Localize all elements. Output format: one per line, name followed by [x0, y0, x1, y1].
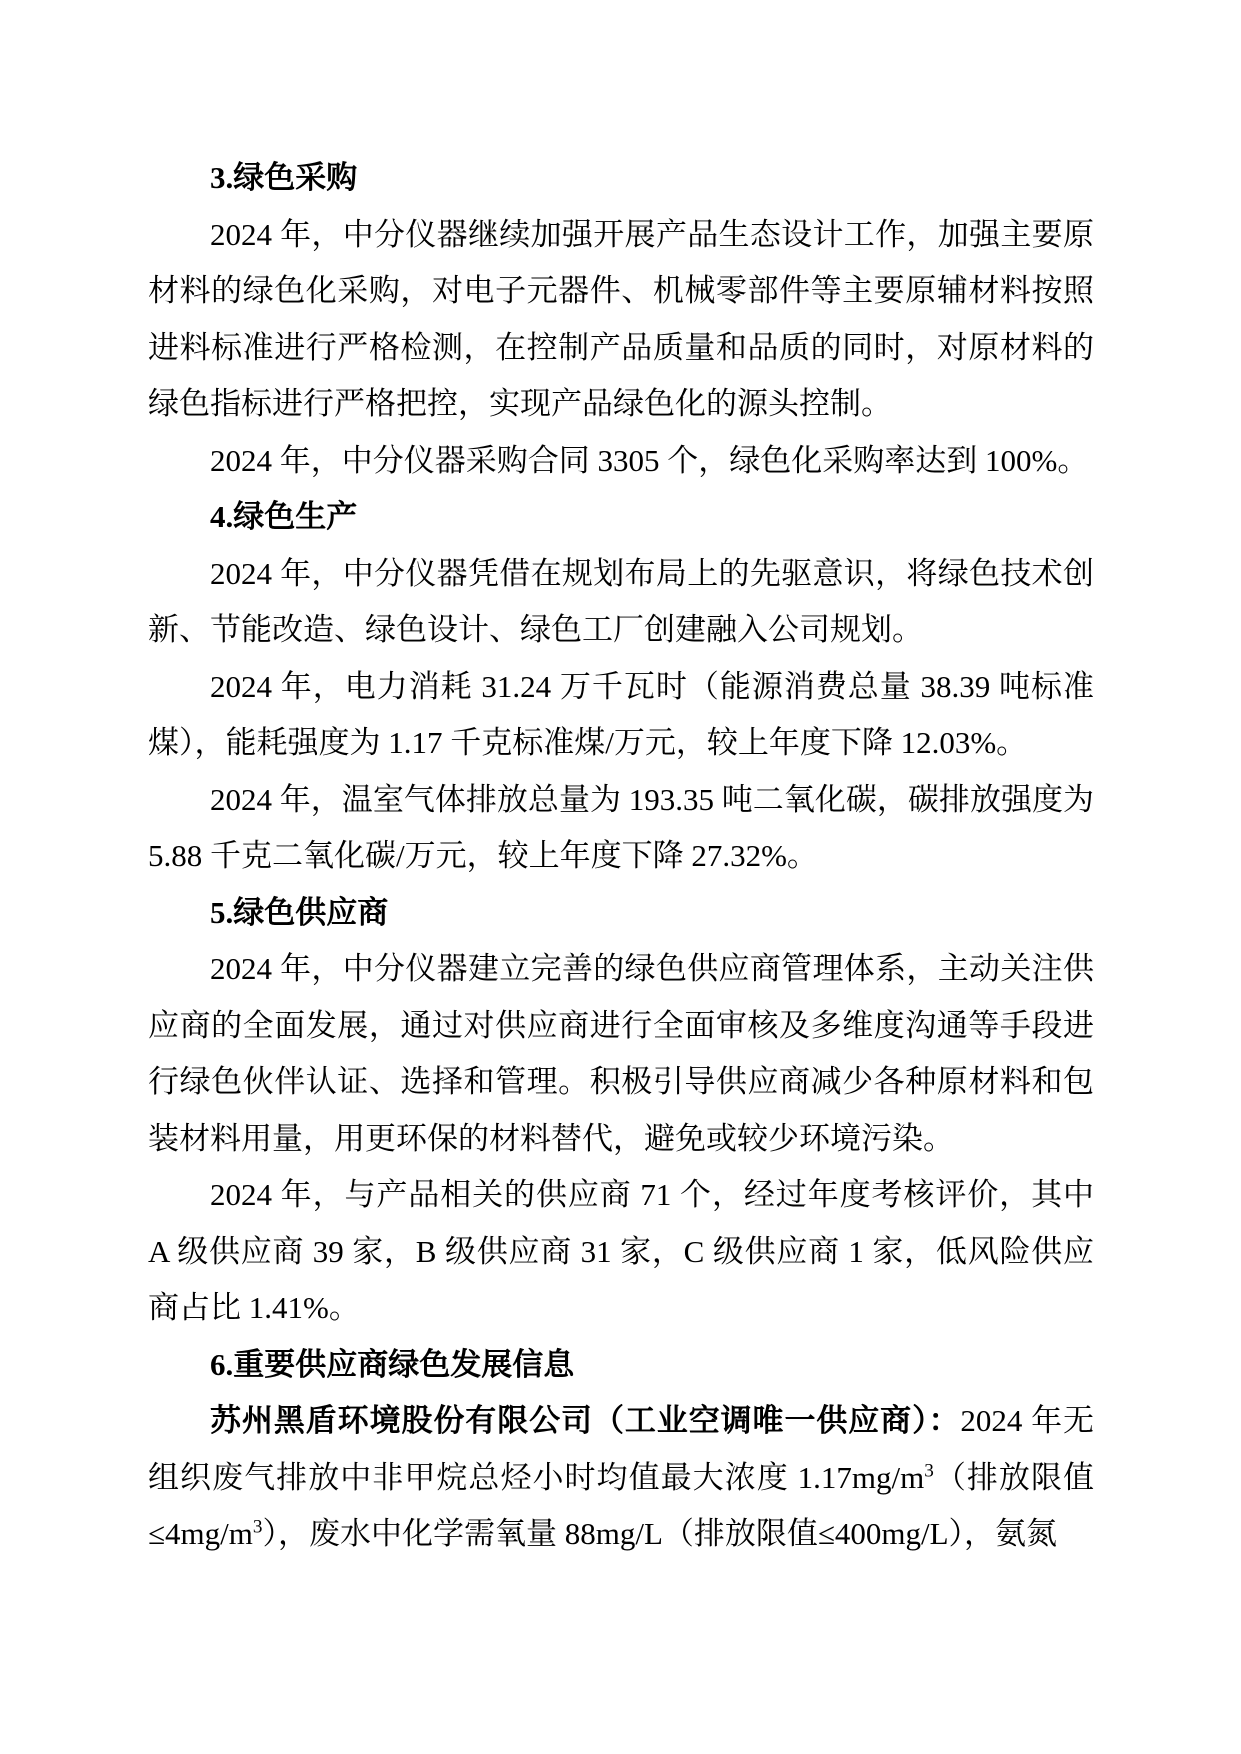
section-heading: 6.重要供应商绿色发展信息 — [210, 1346, 575, 1382]
paragraph: 2024 年，中分仪器继续加强开展产品生态设计工作，加强主要原材料的绿色化采购，对电子元器件、机械零部件等主要原辅材料按照进料标准进行严格检测，在控制产品质量和品质的同时，对原材料的绿色指标进行严格把控，实现产品绿色化的源头控制。 — [148, 216, 1094, 421]
paragraph: 2024 年，温室气体排放总量为 193.35 吨二氧化碳，碳排放强度为 5.88 千克二氧化碳/万元，较上年度下降 27.32%。 — [148, 781, 1094, 873]
paragraph: 2024 年，中分仪器建立完善的绿色供应商管理体系，主动关注供应商的全面发展，通过对供应商进行全面审核及多维度沟通等手段进行绿色伙伴认证、选择和管理。积极引导供应商减少各种原材料和包装材料用量，用更环保的材料替代，避免或较少环境污染。 — [148, 951, 1094, 1156]
paragraph: 2024 年，中分仪器凭借在规划布局上的先驱意识，将绿色技术创新、节能改造、绿色设计、绿色工厂创建融入公司规划。 — [148, 555, 1094, 647]
section-heading: 4.绿色生产 — [210, 499, 358, 534]
supplier-name-bold-lead: 苏州黑盾环境股份有限公司（工业空调唯一供应商）： — [210, 1403, 961, 1438]
superscript: 3 — [924, 1460, 934, 1482]
paragraph: 2024 年，与产品相关的供应商 71 个，经过年度考核评价，其中 A 级供应商 39 家，B 级供应商 31 家，C 级供应商 1 家，低风险供应商占比 1.41%。 — [148, 1177, 1094, 1325]
document-body — [148, 150, 1094, 1563]
paragraph: 苏州黑盾环境股份有限公司（工业空调唯一供应商）：2024 年无组织废气排放中非甲烷总烃小时均值最大浓度 $1.17mg/m^3$（排放限值$\le 4mg/m^3$），废水中化学需氧量 88mg/L（排放限值≤400mg/L），氨氮 — [148, 1403, 1094, 1551]
section-heading: 3.绿色采购 — [210, 160, 358, 195]
superscript: 3 — [252, 1516, 263, 1538]
section-heading: 5.绿色供应商 — [210, 894, 389, 930]
paragraph: 2024 年，电力消耗 31.24 万千瓦时（能源消费总量 38.39 吨标准煤），能耗强度为 1.17 千克标准煤/万元，较上年度下降 12.03%。 — [148, 668, 1094, 760]
paragraph: 2024 年，中分仪器采购合同 3305 个，绿色化采购率达到 100%。 — [210, 442, 1089, 478]
